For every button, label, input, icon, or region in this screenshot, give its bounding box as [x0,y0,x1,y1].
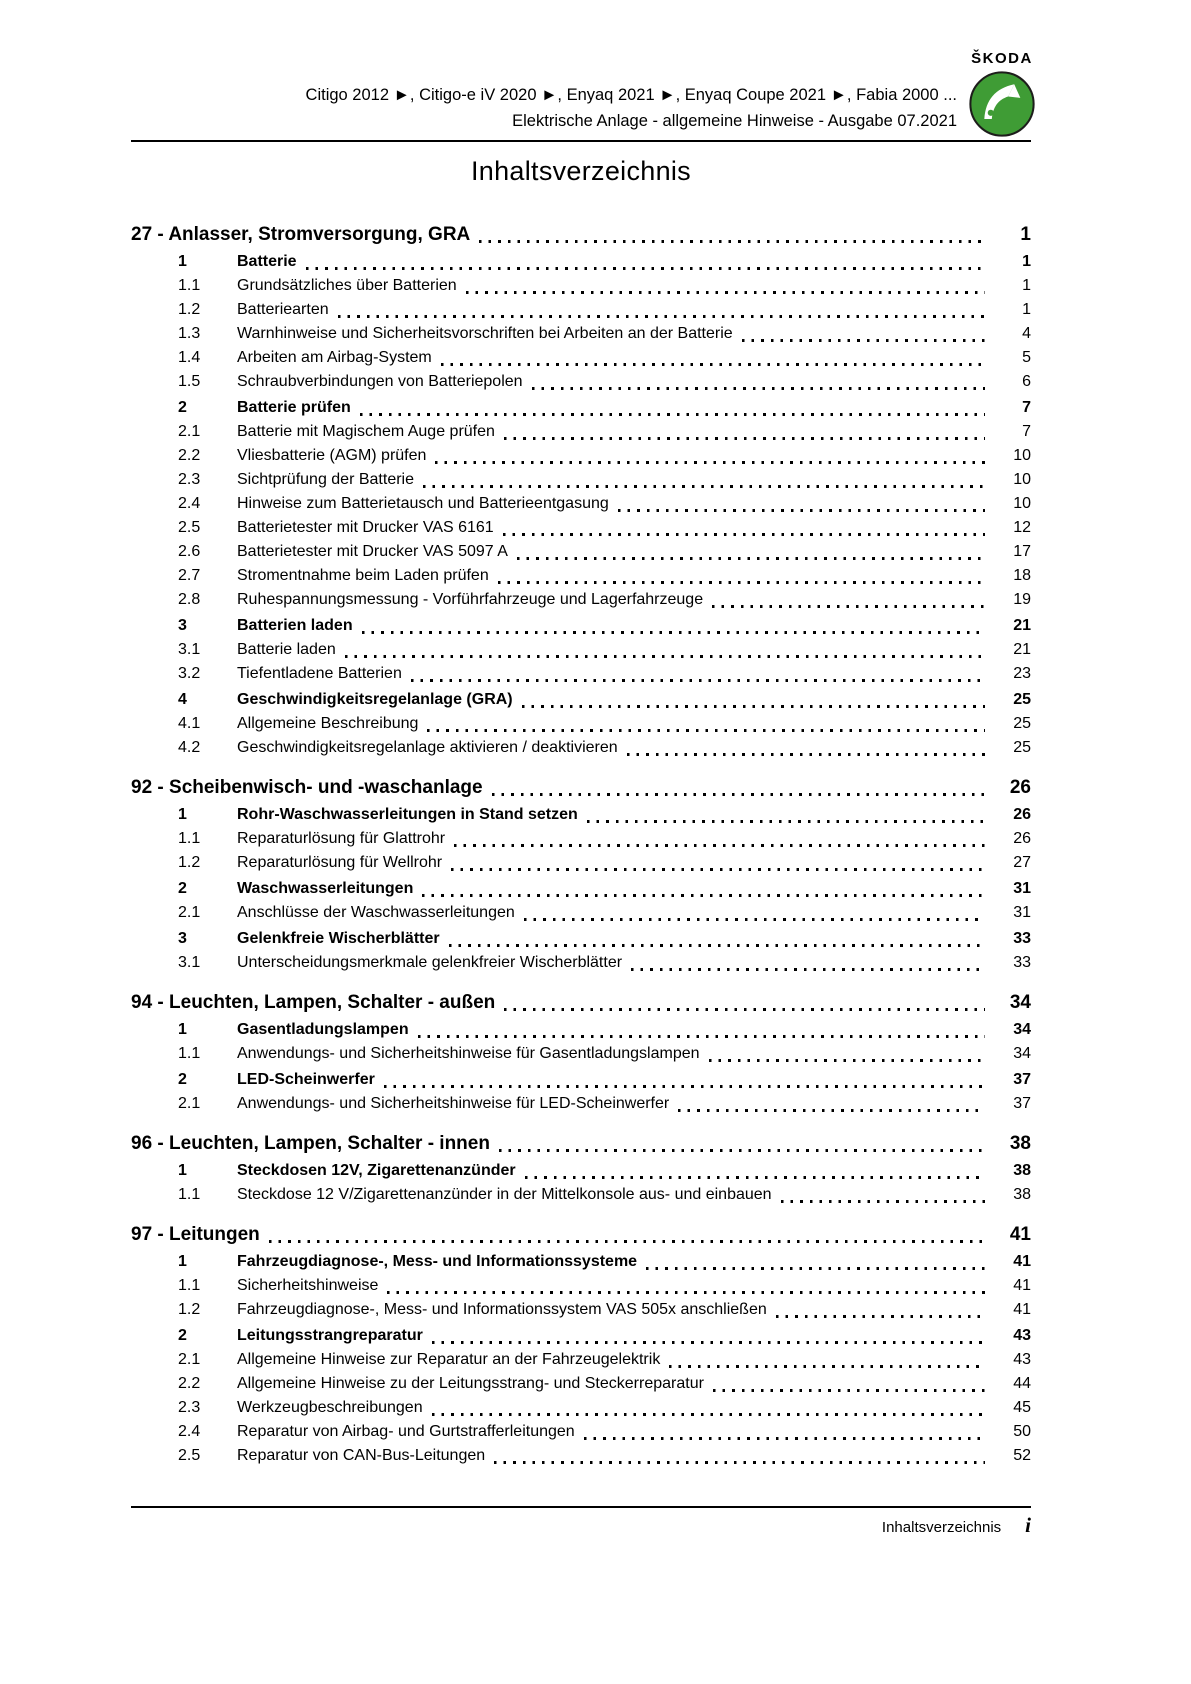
entry-title: Gelenkfreie Wischerblätter [237,930,440,947]
toc-entry [131,274,1031,298]
dot-leader [306,267,985,270]
entry-title: Ruhespannungsmessung - Vorführfahrzeuge und Lagerfahrzeuge [237,591,704,608]
page-number: 44 [1013,1375,1031,1392]
page-number: 1 [1020,224,1031,245]
dot-leader [411,679,985,682]
toc-entry [131,614,1031,638]
toc-chapter-heading [131,1131,1031,1157]
entry-title: Batterietester mit Drucker VAS 6161 [237,519,494,536]
dot-leader [441,363,985,366]
entry-number: 1 [178,806,187,823]
dot-leader [387,1291,985,1294]
entry-number: 4.1 [178,715,201,732]
page-number: 26 [1009,777,1031,798]
toc-entry [131,951,1031,975]
page-number: 21 [1013,617,1031,634]
toc-entry [131,444,1031,468]
entry-title: Reparaturlösung für Glattrohr [237,830,446,847]
toc-chapter-heading [131,1222,1031,1248]
entry-title: Fahrzeugdiagnose-, Mess- und Informationssystem VAS 505x anschließen [237,1301,767,1318]
dot-leader [427,729,985,732]
entry-number: 2.1 [178,1351,201,1368]
page-number: 52 [1013,1447,1031,1464]
dot-leader [449,944,985,947]
entry-title: Reparatur von CAN-Bus-Leitungen [237,1447,486,1464]
page-number: 25 [1013,691,1031,708]
dot-leader [492,793,985,796]
entry-title: Sicherheitshinweise [237,1277,379,1294]
entry-title: Batterie mit Magischem Auge prüfen [237,423,495,440]
toc-entry [131,736,1031,760]
dot-leader [742,339,985,342]
entry-title: Batterie laden [237,641,336,658]
page-title: Inhaltsverzeichnis [470,156,691,186]
toc-entry [131,588,1031,612]
page-number: 6 [1022,373,1031,390]
page-number: 31 [1013,904,1031,921]
toc-entry [131,1396,1031,1420]
toc-entry [131,1042,1031,1066]
dot-leader [466,291,985,294]
dot-leader [522,705,985,708]
page-number: 18 [1013,567,1031,584]
toc-chapter [131,1222,1031,1468]
toc-chapter [131,1131,1031,1207]
entry-title: LED-Scheinwerfer [237,1071,375,1088]
toc-entry [131,298,1031,322]
page-number: 19 [1013,591,1031,608]
dot-leader [504,1008,985,1011]
entry-number: 2 [178,1071,187,1088]
toc-entry [131,1159,1031,1183]
page-number: 1 [1022,253,1031,270]
dot-leader [418,1035,985,1038]
dot-leader [345,655,985,658]
page-number: 41 [1013,1253,1031,1270]
page-number: 37 [1013,1071,1031,1088]
entry-title: Warnhinweise und Sicherheitsvorschriften bei Arbeiten an der Batterie [237,325,733,342]
toc-entry [131,927,1031,951]
toc-entry [131,370,1031,394]
toc-entry [131,492,1031,516]
entry-number: 2.4 [178,495,201,512]
page-number: 34 [1009,992,1031,1013]
dot-leader [713,1389,985,1392]
toc-entry [131,803,1031,827]
entry-number: 3.1 [178,641,201,658]
entry-title: Allgemeine Hinweise zur Reparatur an der Fahrzeugelektrik [237,1351,661,1368]
dot-leader [360,413,985,416]
entry-number: 2.3 [178,471,201,488]
page-number: 12 [1013,519,1031,536]
entry-title: Anschlüsse der Waschwasserleitungen [237,904,515,921]
entry-number: 3 [178,617,187,634]
toc-entry [131,1092,1031,1116]
dot-leader [776,1315,985,1318]
dot-leader [587,820,985,823]
toc-entry [131,688,1031,712]
page-number: 5 [1022,349,1031,366]
toc-entry [131,564,1031,588]
dot-leader [709,1059,985,1062]
entry-title: Waschwasserleitungen [237,880,414,897]
toc-chapter [131,222,1031,760]
entry-title: Fahrzeugdiagnose-, Mess- und Informationssysteme [237,1253,638,1270]
page-number: 41 [1013,1277,1031,1294]
dot-leader [499,1149,985,1152]
entry-title: Reparaturlösung für Wellrohr [237,854,443,871]
entry-number: 2 [178,880,187,897]
dot-leader [432,1341,985,1344]
entry-number: 1 [178,253,187,270]
toc-chapter-label: 97 - Leitungen [131,1224,260,1245]
page-header [131,0,1031,134]
entry-number: 4 [178,691,187,708]
toc-entry [131,250,1031,274]
toc-chapter [131,990,1031,1116]
dot-leader [646,1267,985,1270]
dot-leader [524,918,985,921]
entry-number: 4.2 [178,739,201,756]
entry-number: 2.5 [178,519,201,536]
footer-page-number: i [1025,1513,1031,1537]
toc-chapter-heading [131,775,1031,801]
entry-number: 1.3 [178,325,201,342]
entry-title: Allgemeine Hinweise zu der Leitungsstrang- und Steckerreparatur [237,1375,704,1392]
entry-title: Geschwindigkeitsregelanlage (GRA) [237,691,513,708]
toc-entry [131,1298,1031,1322]
skoda-logo-icon [968,70,1036,138]
page-number: 34 [1013,1045,1031,1062]
entry-number: 2 [178,399,187,416]
entry-number: 1.2 [178,301,201,318]
entry-title: Geschwindigkeitsregelanlage aktivieren / deaktivieren [237,739,618,756]
dot-leader [362,631,985,634]
entry-number: 2.2 [178,1375,201,1392]
dot-leader [432,1413,985,1416]
toc-chapter-label: 92 - Scheibenwisch- und -waschanlage [131,777,483,798]
entry-title: Steckdose 12 V/Zigarettenanzünder in der Mittelkonsole aus- und einbauen [237,1186,772,1203]
header-model-list: Citigo 2012 ►, Citigo-e iV 2020 ►, Enyaq 2021 ►, Enyaq Coupe 2021 ►, Fabia 2000 ... [305,86,957,104]
dot-leader [338,315,985,318]
entry-title: Anwendungs- und Sicherheitshinweise für Gasentladungslampen [237,1045,700,1062]
toc-entry [131,638,1031,662]
entry-number: 1.1 [178,1186,201,1203]
toc-entry [131,901,1031,925]
toc [131,222,1031,1468]
toc-entry [131,420,1031,444]
dot-leader [504,437,985,440]
entry-number: 2.6 [178,543,201,560]
entry-number: 1.1 [178,1045,201,1062]
page-footer [131,1506,1031,1538]
entry-number: 2 [178,1327,187,1344]
page-number: 25 [1013,715,1031,732]
dot-leader [451,868,985,871]
entry-number: 2.7 [178,567,201,584]
toc-entry [131,1372,1031,1396]
toc-entry [131,712,1031,736]
dot-leader [423,485,985,488]
page-number: 41 [1009,1224,1031,1245]
page-number: 10 [1013,495,1031,512]
entry-number: 1.1 [178,830,201,847]
toc-entry [131,468,1031,492]
page-number: 41 [1013,1301,1031,1318]
dot-leader [525,1176,985,1179]
toc-entry [131,322,1031,346]
entry-title: Gasentladungslampen [237,1021,409,1038]
toc-chapter-label: 96 - Leuchten, Lampen, Schalter - innen [131,1133,490,1154]
toc-entry [131,1348,1031,1372]
dot-leader [712,605,985,608]
entry-title: Arbeiten am Airbag-System [237,349,432,366]
toc-entry [131,827,1031,851]
entry-number: 2.8 [178,591,201,608]
skoda-brand-text: ŠKODA [971,50,1033,67]
entry-number: 1 [178,1253,187,1270]
entry-number: 3.2 [178,665,201,682]
toc-entry [131,1444,1031,1468]
entry-title: Allgemeine Beschreibung [237,715,419,732]
page-number: 1 [1022,301,1031,318]
toc-entry [131,1274,1031,1298]
entry-number: 1.1 [178,277,201,294]
page-number: 10 [1013,447,1031,464]
toc-entry [131,1068,1031,1092]
dot-leader [517,557,985,560]
entry-title: Vliesbatterie (AGM) prüfen [237,447,427,464]
toc-entry [131,346,1031,370]
page-number: 7 [1022,399,1031,416]
entry-title: Batterietester mit Drucker VAS 5097 A [237,543,508,560]
dot-leader [631,968,985,971]
entry-title: Batterie prüfen [237,399,351,416]
entry-number: 1.2 [178,854,201,871]
entry-number: 1.4 [178,349,201,366]
entry-title: Anwendungs- und Sicherheitshinweise für LED-Scheinwerfer [237,1095,670,1112]
dot-leader [503,533,985,536]
entry-number: 1.5 [178,373,201,390]
page-number: 7 [1022,423,1031,440]
entry-title: Grundsätzliches über Batterien [237,277,457,294]
entry-title: Werkzeugbeschreibungen [237,1399,423,1416]
dot-leader [781,1200,985,1203]
page-number: 50 [1013,1423,1031,1440]
entry-number: 2.1 [178,904,201,921]
toc-chapter-label: 27 - Anlasser, Stromversorgung, GRA [131,224,471,245]
dot-leader [479,240,985,243]
entry-title: Steckdosen 12V, Zigarettenanzünder [237,1162,516,1179]
page-number: 38 [1009,1133,1031,1154]
page-number: 34 [1013,1021,1031,1038]
entry-title: Unterscheidungsmerkmale gelenkfreier Wischerblätter [237,954,623,971]
entry-title: Reparatur von Airbag- und Gurtstrafferleitungen [237,1423,575,1440]
entry-number: 2.2 [178,447,201,464]
page-number: 17 [1013,543,1031,560]
page-number: 23 [1013,665,1031,682]
header-document-title: Elektrische Anlage - allgemeine Hinweise - Ausgabe 07.2021 [512,112,957,130]
dot-leader [669,1365,985,1368]
entry-number: 1.1 [178,1277,201,1294]
page-number: 4 [1022,325,1031,342]
document-page [131,0,1031,1684]
page-number: 33 [1013,954,1031,971]
footer-label: Inhaltsverzeichnis [881,1519,1002,1536]
entry-number: 3.1 [178,954,201,971]
dot-leader [627,753,985,756]
entry-title: Hinweise zum Batterietausch und Batterieentgasung [237,495,609,512]
dot-leader [678,1109,985,1112]
entry-title: Tiefentladene Batterien [237,665,402,682]
page-number: 43 [1013,1351,1031,1368]
toc-chapter-heading [131,222,1031,248]
entry-title: Batteriearten [237,301,329,318]
entry-title: Batterien laden [237,617,353,634]
toc-entry [131,1250,1031,1274]
entry-number: 2.3 [178,1399,201,1416]
page-number: 10 [1013,471,1031,488]
entry-number: 2.5 [178,1447,201,1464]
page-number: 1 [1022,277,1031,294]
header-divider [131,140,1031,142]
entry-number: 1 [178,1162,187,1179]
toc-chapter [131,775,1031,975]
toc-entry [131,877,1031,901]
dot-leader [384,1085,985,1088]
toc-entry [131,540,1031,564]
entry-title: Leitungsstrangreparatur [237,1327,423,1344]
page-number: 26 [1013,806,1031,823]
dot-leader [498,581,985,584]
page-number: 27 [1013,854,1031,871]
toc-chapter-label: 94 - Leuchten, Lampen, Schalter - außen [131,992,496,1013]
toc-entry [131,1420,1031,1444]
entry-number: 1.2 [178,1301,201,1318]
toc-entry [131,1183,1031,1207]
dot-leader [435,461,985,464]
dot-leader [422,894,985,897]
dot-leader [584,1437,985,1440]
dot-leader [454,844,985,847]
page-number: 26 [1013,830,1031,847]
dot-leader [494,1461,985,1464]
dot-leader [269,1240,985,1243]
entry-number: 1 [178,1021,187,1038]
page-number: 33 [1013,930,1031,947]
toc-entry [131,396,1031,420]
dot-leader [532,387,985,390]
entry-number: 2.4 [178,1423,201,1440]
toc-chapter-heading [131,990,1031,1016]
toc-entry [131,662,1031,686]
entry-number: 2.1 [178,1095,201,1112]
entry-title: Stromentnahme beim Laden prüfen [237,567,489,584]
page-number: 38 [1013,1162,1031,1179]
entry-number: 3 [178,930,187,947]
page-number: 21 [1013,641,1031,658]
page-number: 43 [1013,1327,1031,1344]
entry-title: Rohr-Waschwasserleitungen in Stand setzen [237,806,578,823]
toc-entry [131,851,1031,875]
page-number: 37 [1013,1095,1031,1112]
page-number: 25 [1013,739,1031,756]
entry-title: Schraubverbindungen von Batteriepolen [237,373,523,390]
toc-entry [131,1018,1031,1042]
entry-number: 2.1 [178,423,201,440]
page-number: 31 [1013,880,1031,897]
toc-entry [131,516,1031,540]
entry-title: Sichtprüfung der Batterie [237,471,414,488]
page-number: 45 [1013,1399,1031,1416]
dot-leader [618,509,985,512]
skoda-logo [965,50,1039,138]
entry-title: Batterie [237,253,297,270]
page-number: 38 [1013,1186,1031,1203]
toc-entry [131,1324,1031,1348]
